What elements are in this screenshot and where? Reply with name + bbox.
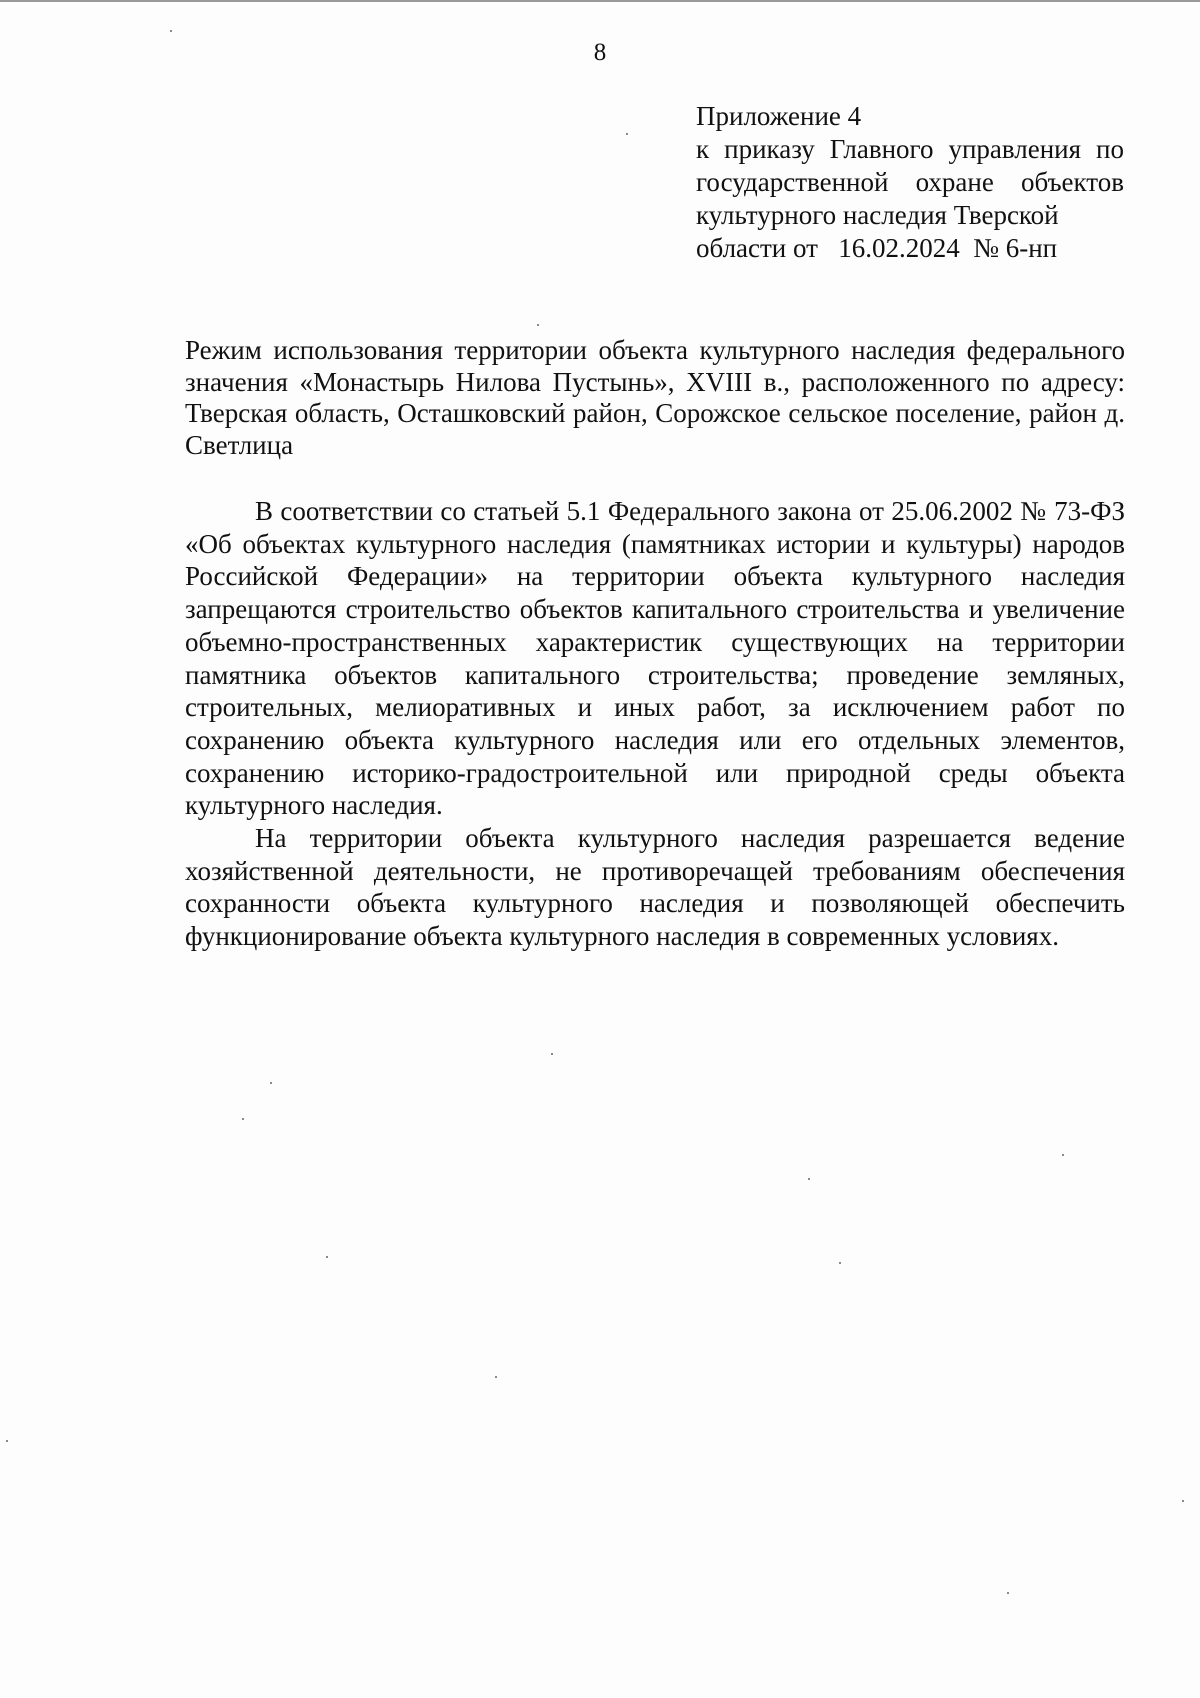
- document-heading: Режим использования территории объекта культурного наследия федерального значения «Монастырь Нилова Пустынь», XVIII в., расположенного по адресу: Тверская область, Осташковский район, Сорожское сельское поселение, район д. Светлица: [185, 335, 1125, 460]
- scan-speck: [170, 30, 172, 32]
- scan-speck: [839, 1262, 841, 1264]
- appendix-date-number: области от 16.02.2024 № 6-нп: [696, 233, 1058, 263]
- scan-top-edge: [0, 0, 1200, 2]
- scan-speck: [242, 1118, 244, 1120]
- scan-speck: [6, 1440, 8, 1442]
- scan-speck: [808, 1178, 810, 1180]
- appendix-header: [696, 100, 1124, 265]
- scan-speck: [551, 1053, 553, 1055]
- scan-speck: [1062, 1154, 1064, 1156]
- scan-speck: [495, 1376, 497, 1378]
- scan-speck: [270, 1082, 272, 1084]
- paragraph: На территории объекта культурного наследия разрешается ведение хозяйственной деятельности, не противоречащей требованиям обеспечения сохранности объекта культурного наследия и позволяющей обеспечить функционирование объекта культурного наследия в современных условиях.: [185, 823, 1125, 952]
- scan-speck: [1007, 1592, 1009, 1594]
- scan-speck: [537, 324, 539, 326]
- page-number: 8: [593, 39, 607, 66]
- scan-speck: [1182, 1500, 1184, 1502]
- paragraph: В соответствии со статьей 5.1 Федерального закона от 25.06.2002 № 73-ФЗ «Об объектах культурного наследия (памятниках истории и культуры) народов Российской Федерации» на территории объекта культурного наследия запрещаются строительство объектов капитального строительства и увеличение объемно-пространственных характеристик существующих на территории памятника объектов капитального строительства; проведение земляных, строительных, мелиоративных и иных работ, за исключением работ по сохранению объекта культурного наследия или его отдельных элементов, сохранению историко-градостроительной или природной среды объекта культурного наследия.: [185, 496, 1125, 821]
- appendix-title: Приложение 4: [696, 101, 862, 131]
- document-body: [185, 495, 1125, 953]
- appendix-order-reference: к приказу Главного управления по государственной охране объектов культурного наследия Тверской: [696, 134, 1124, 230]
- scan-speck: [626, 133, 628, 135]
- scan-speck: [326, 1256, 328, 1258]
